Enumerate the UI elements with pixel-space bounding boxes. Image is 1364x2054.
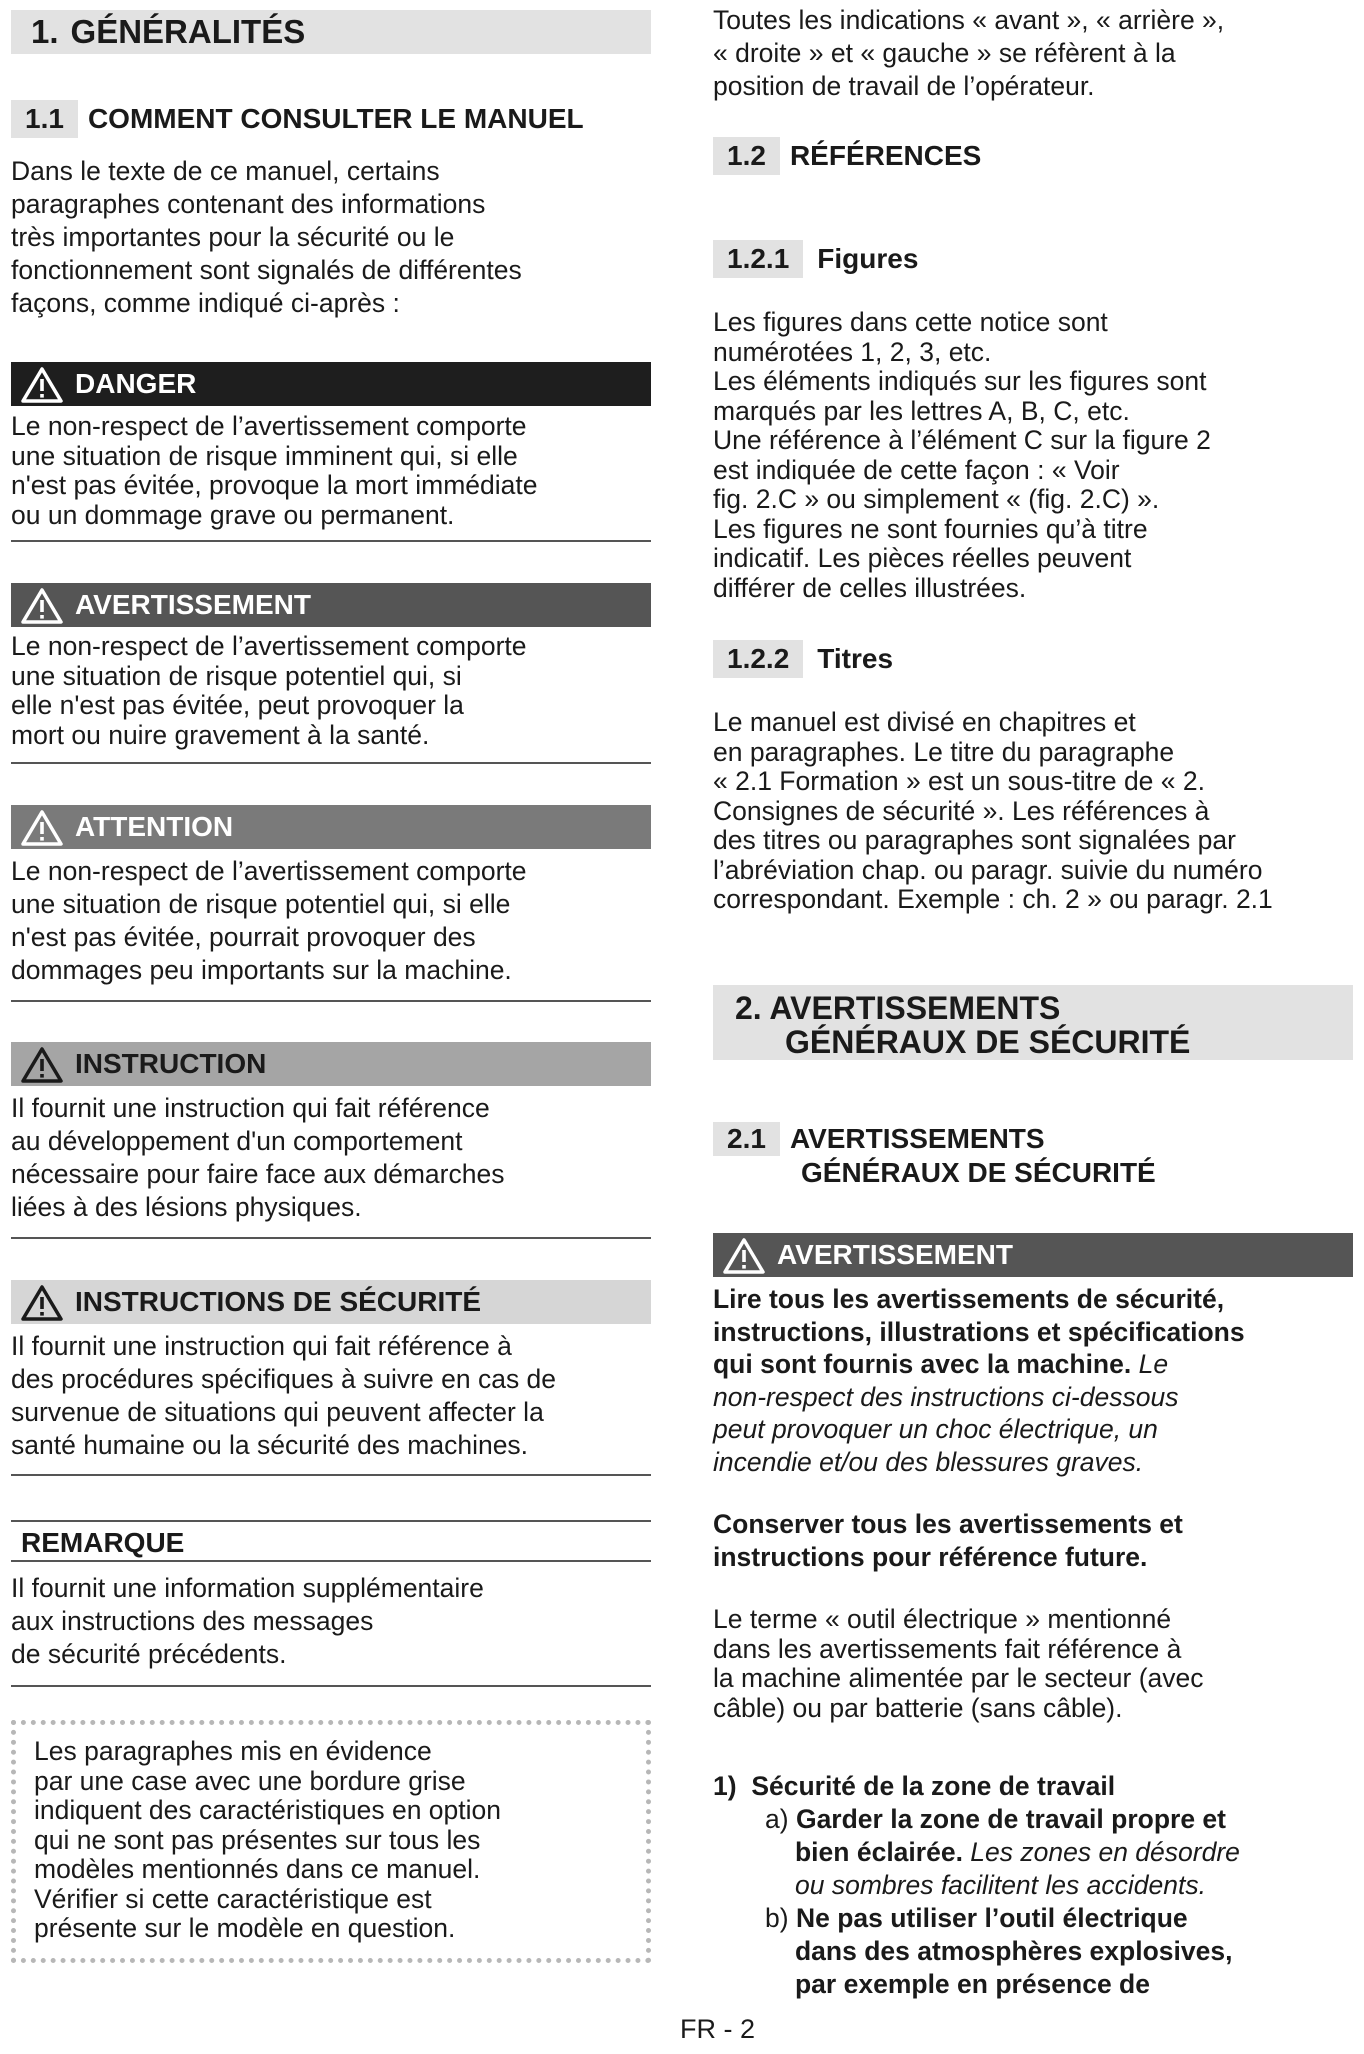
remark-text (11, 1572, 484, 1671)
warning-triangle-icon (21, 810, 63, 846)
text-bold: qui sont fournis avec la machine. (713, 1349, 1132, 1379)
warning-banner (11, 583, 651, 627)
text-line: santé humaine ou la sécurité des machines. (11, 1430, 529, 1460)
section-1-2-2-heading (713, 640, 893, 678)
text-line: position de travail de l’opérateur. (713, 71, 1095, 101)
divider (11, 1685, 651, 1687)
divider (11, 540, 651, 542)
text-line: différer de celles illustrées. (713, 572, 1027, 603)
page-number: FR - 2 (680, 2014, 756, 2044)
item-label: a) (765, 1804, 789, 1834)
section-title: COMMENT CONSULTER LE MANUEL (87, 103, 584, 134)
text-line: par une case avec une bordure grise (34, 1765, 466, 1796)
text-line: au développement d'un comportement (11, 1126, 463, 1156)
divider (11, 1474, 651, 1476)
instruction-text (11, 1092, 504, 1224)
section-number: 1.1 (11, 100, 78, 138)
text-line: modèles mentionnés dans ce manuel. (34, 1854, 481, 1884)
section-title-line-1: AVERTISSEMENTS (789, 1123, 1045, 1154)
text-line: n'est pas évitée, provoque la mort immédiate (11, 470, 538, 500)
banner-title: AVERTISSEMENT (777, 1239, 1013, 1270)
text-line: ou un dommage grave ou permanent. (11, 499, 455, 530)
text-line: Le non-respect de l’avertissement comporte (11, 411, 527, 441)
text-line: en paragraphes. Le titre du paragraphe (713, 736, 1175, 767)
text-line: dommages peu importants sur la machine. (11, 955, 512, 985)
banner-title: INSTRUCTIONS DE SÉCURITÉ (75, 1286, 482, 1317)
text-line: façons, comme indiqué ci-après : (11, 288, 400, 318)
item-text-italic: ou sombres facilitent les accidents. (795, 1870, 1206, 1900)
titles-paragraph (713, 708, 1273, 915)
danger-text (11, 412, 538, 530)
remark-heading (11, 1520, 651, 1562)
text-line: n'est pas évitée, pourrait provoquer des (11, 922, 476, 952)
item-text-bold: Garder la zone de travail propre et (795, 1804, 1226, 1834)
power-tool-term-text (713, 1605, 1204, 1723)
divider (11, 1000, 651, 1002)
text-line: fonctionnement sont signalés de différentes (11, 255, 522, 285)
section-number: 1.2.2 (713, 640, 803, 678)
text-line: Les paragraphes mis en évidence (34, 1736, 432, 1766)
warning-triangle-icon (21, 588, 63, 624)
warning-triangle-icon (21, 1047, 63, 1083)
item-text-bold: bien éclairée. (795, 1837, 963, 1867)
text-line: instructions pour référence future. (713, 1542, 1148, 1572)
item-text-bold: Ne pas utiliser l’outil électrique (795, 1903, 1188, 1933)
text-line: Le non-respect de l’avertissement comporte (11, 856, 527, 886)
text-line: qui ne sont pas présentes sur tous les (34, 1824, 481, 1855)
text-line: Dans le texte de ce manuel, certains (11, 156, 440, 186)
danger-banner (11, 362, 651, 406)
warning-triangle-icon (21, 1285, 63, 1321)
item-text-bold: par exemple en présence de (795, 1969, 1150, 1999)
instruction-banner (11, 1042, 651, 1086)
divider (11, 1237, 651, 1239)
text-line: présente sur le modèle en question. (34, 1913, 456, 1943)
intro-paragraph (11, 155, 522, 320)
section-title: GÉNÉRALITÉS (70, 13, 306, 50)
text-line: survenue de situations qui peuvent affecter la (11, 1397, 544, 1427)
text-italic: Le (1131, 1349, 1169, 1379)
banner-title: ATTENTION (75, 811, 234, 842)
text-line: non-respect des instructions ci-dessous (713, 1381, 1179, 1412)
optional-features-note (11, 1720, 651, 1963)
text-line: mort ou nuire gravement à la santé. (11, 719, 430, 750)
section-number: 2. (735, 990, 762, 1026)
text-line: câble) ou par batterie (sans câble). (713, 1692, 1123, 1723)
safety-instructions-text (11, 1330, 556, 1462)
section-number: 1. (31, 13, 59, 50)
text-line: Vérifier si cette caractéristique est (34, 1883, 432, 1914)
warning-text (11, 632, 527, 750)
text-line: Lire tous les avertissements de sécurité, (713, 1284, 1225, 1314)
section-number: 1.2.1 (713, 240, 803, 278)
section-2-1-heading (713, 1122, 1156, 1190)
warning-triangle-icon (21, 367, 63, 403)
text-line: de sécurité précédents. (11, 1639, 287, 1669)
text-line: Il fournit une instruction qui fait référence (11, 1093, 490, 1123)
text-line: elle n'est pas évitée, peut provoquer la (11, 690, 464, 720)
text-line: nécessaire pour faire face aux démarches (11, 1159, 505, 1189)
text-line: Le non-respect de l’avertissement comporte (11, 631, 527, 661)
list-number: 1) (713, 1771, 737, 1801)
section-number: 2.1 (713, 1122, 780, 1156)
text-line: fig. 2.C » ou simplement « (fig. 2.C) ». (713, 484, 1160, 514)
section-title-line-1: AVERTISSEMENTS (769, 990, 1061, 1026)
section-2-heading (713, 985, 1353, 1060)
work-area-safety-list (713, 1770, 1240, 2001)
divider (11, 762, 651, 764)
banner-title: INSTRUCTION (75, 1048, 267, 1079)
text-line: numérotées 1, 2, 3, etc. (713, 336, 992, 367)
orientation-paragraph (713, 4, 1224, 103)
section-number: 1.2 (713, 137, 780, 175)
figures-paragraph (713, 308, 1211, 603)
section-1-1-heading (11, 100, 584, 138)
text-line: Les éléments indiqués sur les figures sont (713, 366, 1207, 396)
section-title-line-2: GÉNÉRAUX DE SÉCURITÉ (801, 1157, 1156, 1188)
text-line: paragraphes contenant des informations (11, 189, 486, 219)
text-line: très importantes pour la sécurité ou le (11, 222, 455, 252)
text-line: « 2.1 Formation » est un sous-titre de « 2. (713, 766, 1205, 796)
section-1-2-heading (713, 137, 981, 175)
text-line: Conserver tous les avertissements et (713, 1509, 1183, 1539)
text-line: dans les avertissements fait référence à (713, 1633, 1182, 1664)
warning-banner (713, 1233, 1353, 1277)
warning-triangle-icon (723, 1238, 765, 1274)
text-line: correspondant. Exemple : ch. 2 » ou paragr. 2.1 (713, 884, 1273, 914)
text-line: l’abréviation chap. ou paragr. suivie du numéro (713, 854, 1263, 885)
text-line: des titres ou paragraphes sont signalées par (713, 825, 1236, 855)
banner-title: DANGER (75, 368, 197, 399)
text-line: instructions, illustrations et spécifications (713, 1316, 1245, 1347)
text-line: Le manuel est divisé en chapitres et (713, 707, 1136, 737)
text-line: des procédures spécifiques à suivre en cas de (11, 1364, 557, 1394)
text-line: une situation de risque potentiel qui, si elle (11, 889, 511, 919)
text-line: Les figures ne sont fournies qu’à titre (713, 513, 1148, 544)
text-line: incendie et/ou des blessures graves. (713, 1446, 1144, 1477)
remark-title: REMARQUE (21, 1527, 185, 1558)
item-text-bold: dans des atmosphères explosives, (795, 1936, 1233, 1966)
text-line: une situation de risque imminent qui, si elle (11, 440, 518, 471)
section-title-line-2: GÉNÉRAUX DE SÉCURITÉ (785, 1024, 1191, 1060)
text-line: la machine alimentée par le secteur (avec (713, 1663, 1204, 1693)
caution-banner (11, 805, 651, 849)
text-line: est indiquée de cette façon : « Voir (713, 454, 1120, 485)
safety-instructions-banner (11, 1280, 651, 1324)
item-label: b) (765, 1903, 789, 1933)
text-line: indicatif. Les pièces réelles peuvent (713, 543, 1132, 573)
section-title: RÉFÉRENCES (789, 140, 982, 171)
text-line: Consignes de sécurité ». Les références à (713, 795, 1210, 826)
text-line: Une référence à l’élément C sur la figure 2 (713, 425, 1211, 455)
text-line: une situation de risque potentiel qui, si (11, 660, 462, 691)
section-title: Titres (817, 643, 894, 674)
text-line: peut provoquer un choc électrique, un (713, 1414, 1158, 1444)
text-line: Les figures dans cette notice sont (713, 307, 1108, 337)
section-1-heading (11, 10, 651, 54)
banner-title: AVERTISSEMENT (75, 589, 311, 620)
text-line: Il fournit une instruction qui fait référence à (11, 1331, 512, 1361)
text-line: liées à des lésions physiques. (11, 1192, 362, 1222)
section-title: Figures (817, 243, 919, 274)
text-line: indiquent des caractéristiques en option (34, 1795, 501, 1825)
item-text-italic: Les zones en désordre (962, 1837, 1240, 1867)
text-line: aux instructions des messages (11, 1606, 374, 1636)
read-all-warnings-text (713, 1283, 1245, 1478)
keep-warnings-text (713, 1508, 1183, 1574)
list-title: Sécurité de la zone de travail (751, 1771, 1116, 1801)
section-1-2-1-heading (713, 240, 918, 278)
text-line: « droite » et « gauche » se réfèrent à la (713, 38, 1176, 68)
text-line: Le terme « outil électrique » mentionné (713, 1604, 1172, 1634)
caution-text (11, 855, 527, 987)
text-line: Il fournit une information supplémentaire (11, 1573, 484, 1603)
text-line: Toutes les indications « avant », « arrière », (713, 5, 1225, 35)
text-line: marqués par les lettres A, B, C, etc. (713, 395, 1130, 426)
